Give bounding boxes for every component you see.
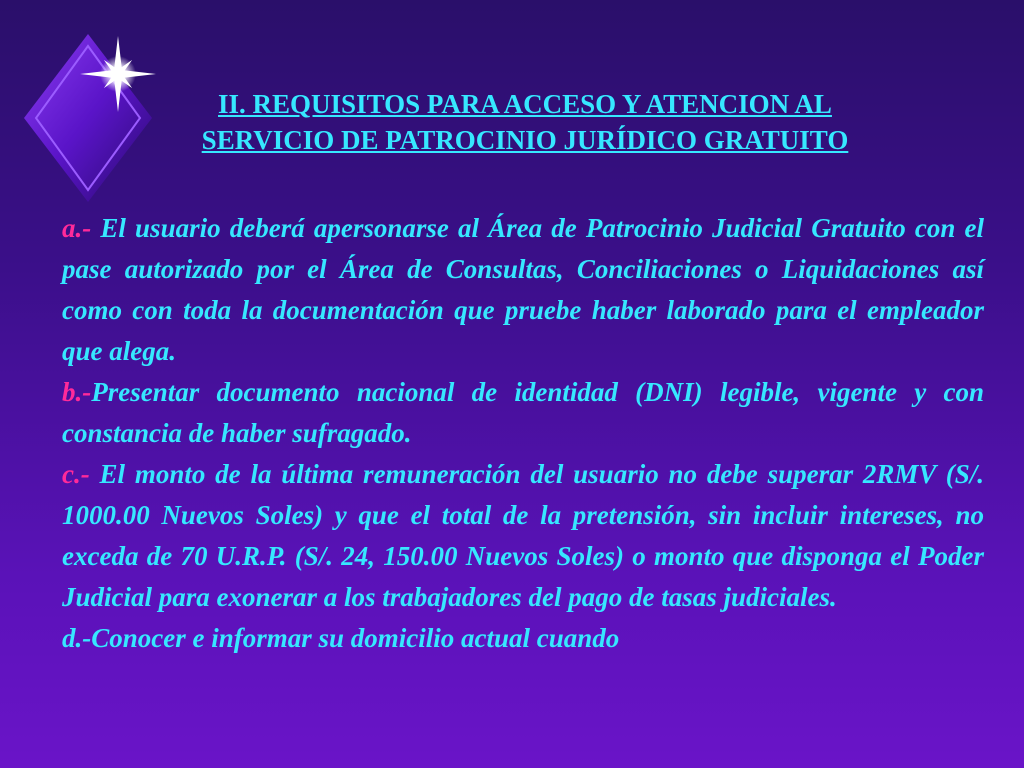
requirement-label: a.- <box>62 213 92 243</box>
requirement-c <box>62 454 984 618</box>
requirement-text: Conocer e informar su domicilio actual cuando <box>91 623 620 653</box>
requirement-label: b.- <box>62 377 92 407</box>
requirement-label: d.- <box>62 623 92 653</box>
requirement-a <box>62 208 984 372</box>
requirement-text: El monto de la última remuneración del usuario no debe superar 2RMV (S/. 1000.00 Nuevos Soles) y que el total de la pretensión, sin incluir intereses, no exceda de 70 U.R.P. (S/. 24, 150.00 Nuevos Soles) o monto que disponga el Poder Judicial para exonerar a los trabajadores del pago de tasas judiciales. <box>62 459 984 612</box>
slide-title <box>60 86 990 158</box>
requirements-list <box>62 208 984 659</box>
requirement-text: Presentar documento nacional de identidad (DNI) legible, vigente y con constancia de haber sufragado. <box>62 377 984 448</box>
requirement-d <box>62 618 984 659</box>
requirement-b <box>62 372 984 454</box>
requirement-text: El usuario deberá apersonarse al Área de Patrocinio Judicial Gratuito con el pase autorizado por el Área de Consultas, Conciliaciones o Liquidaciones así como con toda la documentación que pruebe haber laborado para el empleador que alega. <box>62 213 984 366</box>
requirement-label: c.- <box>62 459 90 489</box>
title-line-2: SERVICIO DE PATROCINIO JURÍDICO GRATUITO <box>201 125 849 155</box>
title-line-1: II. REQUISITOS PARA ACCESO Y ATENCION AL <box>218 89 832 119</box>
